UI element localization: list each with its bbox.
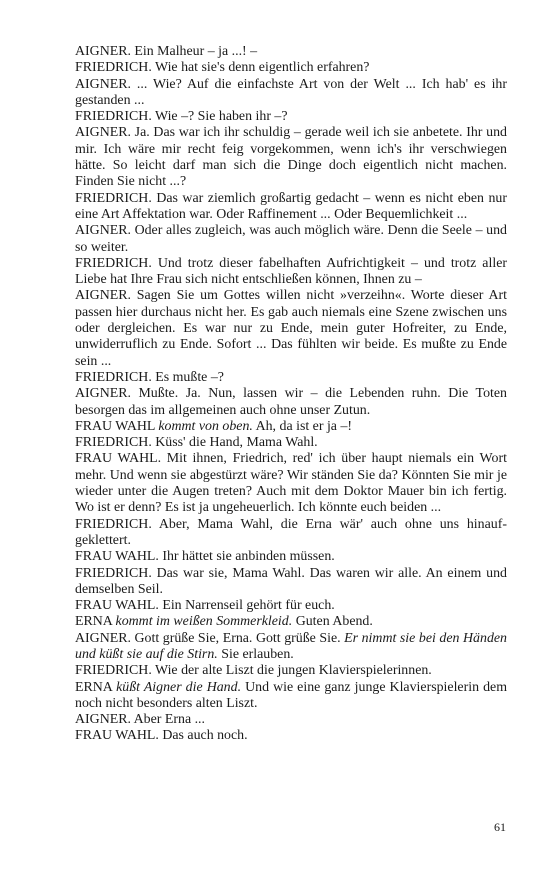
dialogue-paragraph	[75, 109, 507, 125]
dialogue-text: FRAU WAHL. Mit ihnen, Friedrich, red' ich über haupt niemals ein Wort mehr. Und wenn sie abgestürzt wäre? Wir ständen Sie da? Könnten Sie mir je wieder unter die Augen treten? Auch mit dem Doktor Mauer bin ich fertig. Wo ist er denn? Es ist ja ungeheuerlich. Ich könnte euch beiden ...	[75, 451, 507, 516]
dialogue-paragraph	[75, 680, 507, 713]
dialogue-paragraph	[75, 451, 507, 516]
dialogue-paragraph	[75, 631, 507, 664]
dialogue-text: AIGNER. Ein Malheur – ja ...! –	[75, 44, 258, 59]
dialogue-paragraph	[75, 728, 507, 744]
dialogue-paragraph	[75, 386, 507, 419]
dialogue-text: ERNA	[75, 679, 117, 695]
dialogue-text: Guten Abend.	[292, 614, 373, 630]
dialogue-paragraph	[75, 288, 507, 369]
dialogue-text: FRIEDRICH. Und trotz dieser fabelhaften Aufrichtigkeit – und trotz aller Liebe hat Ihre Frau sich nicht entschließen können, Ihnen zu –	[75, 255, 507, 288]
dialogue-paragraph	[75, 614, 507, 630]
dialogue-text: FRIEDRICH. Das war ziemlich großartig gedacht – wenn es nicht eben nur eine Art Affektation war. Oder Raffinement ... Oder Bequemlichkeit ...	[75, 190, 507, 222]
dialogue-text: Sie erlauben.	[217, 646, 294, 662]
dialogue-text: FRAU WAHL	[75, 418, 159, 434]
dialogue-text: FRIEDRICH. Wie hat sie's denn eigentlich erfahren?	[75, 60, 370, 76]
dialogue-paragraph	[75, 435, 507, 451]
dialogue-text: AIGNER. ... Wie? Auf die einfachste Art von der Welt ... Ich hab' es ihr gestanden ...	[75, 76, 507, 108]
dialogue-text: FRIEDRICH. Aber, Mama Wahl, die Erna wär' auch ohne uns hinaufgeklettert.	[75, 516, 507, 548]
dialogue-paragraph	[75, 712, 507, 728]
dialogue-text: AIGNER. Ja. Das war ich ihr schuldig – gerade weil ich sie anbetete. Ihr und mir. Ich wäre mir recht feig vorgekommen, wenn ich's ihr verschwiegen hätte. So leicht darf man sich die Dinge doch eigentlich nicht machen. Finden Sie nicht ...?	[75, 125, 507, 190]
dialogue-paragraph	[75, 419, 507, 435]
dialogue-paragraph	[75, 44, 507, 60]
dialogue-text: FRIEDRICH. Wie der alte Liszt die jungen Klavierspielerinnen.	[75, 663, 432, 679]
dialogue-paragraph	[75, 566, 507, 599]
dialogue-paragraph	[75, 77, 507, 110]
dialogue-paragraph	[75, 370, 507, 386]
dialogue-text: AIGNER. Mußte. Ja. Nun, lassen wir – die Lebenden ruhn. Die Toten besorgen das im allgemeinen auch ohne unser Zutun.	[75, 386, 507, 418]
stage-direction: Er nimmt sie bei den Händen und küßt sie auf die Stirn.	[75, 630, 507, 662]
dialogue-text: AIGNER. Oder alles zugleich, was auch möglich wäre. Denn die Seele – und so weiter.	[75, 223, 507, 255]
dialogue-text: FRIEDRICH. Es mußte –?	[75, 369, 224, 385]
dialogue-paragraph	[75, 598, 507, 614]
dialogue-paragraph	[75, 223, 507, 256]
dialogue-paragraph	[75, 191, 507, 224]
stage-direction: kommt von oben.	[158, 418, 253, 434]
dialogue-paragraph	[75, 256, 507, 289]
dialogue-text: FRAU WAHL. Ein Narrenseil gehört für euch.	[75, 598, 335, 614]
dialogue-text: AIGNER. Gott grüße Sie, Erna. Gott grüße Sie.	[75, 630, 345, 646]
stage-direction: küßt Aigner die Hand.	[116, 679, 242, 695]
dialogue-paragraph	[75, 549, 507, 565]
dialogue-paragraph	[75, 663, 507, 679]
dialogue-text: Ah, da ist er ja –!	[252, 418, 353, 434]
dialogue-text: ERNA	[75, 614, 116, 630]
dialogue-text: FRIEDRICH. Wie –? Sie haben ihr –?	[75, 109, 288, 125]
dialogue-text: FRAU WAHL. Ihr hättet sie anbinden müssen.	[75, 549, 335, 565]
dialogue-paragraph	[75, 517, 507, 550]
stage-direction: kommt im weißen Sommerkleid.	[115, 614, 293, 630]
dialogue-text: FRIEDRICH. Küss' die Hand, Mama Wahl.	[75, 435, 318, 451]
dialogue-text: FRAU WAHL. Das auch noch.	[75, 728, 248, 744]
page-number: 61	[494, 820, 506, 834]
dialogue-paragraph	[75, 125, 507, 190]
dialogue-text-block	[75, 44, 507, 745]
dialogue-text: FRIEDRICH. Das war sie, Mama Wahl. Das waren wir alle. An einem und demselben Seil.	[75, 565, 507, 597]
dialogue-text: AIGNER. Sagen Sie um Gottes willen nicht »verzeihn«. Worte dieser Art passen hier durchaus nicht her. Es gab auch niemals eine Szene zwischen uns oder dergleichen. Es war nur zu Ende, mein guter Hofreiter, zu Ende, unwiderruflich zu Ende. Sofort ... Das fühlten wir beide. Es mußte zu Ende sein ...	[75, 288, 507, 369]
dialogue-paragraph	[75, 60, 507, 76]
dialogue-text: Und wie eine ganz junge Klavierspielerin dem noch nicht besonders alten Liszt.	[75, 679, 507, 711]
dialogue-text: AIGNER. Aber Erna ...	[75, 712, 206, 728]
